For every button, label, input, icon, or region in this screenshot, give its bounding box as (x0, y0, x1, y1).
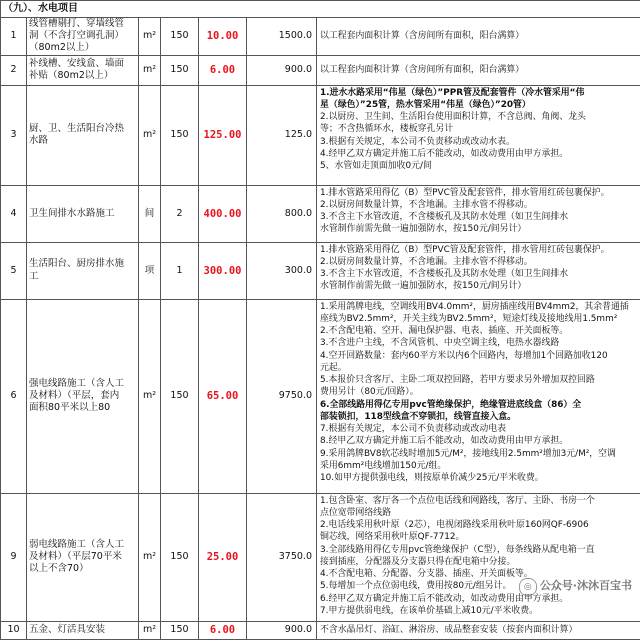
total: 300.0 (247, 242, 317, 299)
item-name-line: 工 (29, 271, 136, 283)
quantity: 1 (161, 242, 199, 299)
description-line: 5.每增加一个点位弱电线，费用按80元/组另计。 (320, 580, 637, 592)
unit-price: 25.00 (199, 493, 247, 621)
description-line: 3.不含主下水管改道，不含楼板孔及其防水处理（如卫生间排水 (320, 268, 637, 280)
row-number: 3 (1, 85, 27, 185)
quantity: 150 (161, 621, 199, 639)
description-line: 以工程套内面积计算（含房间所有面积，阳台满算） (320, 30, 637, 42)
description-line: 2.以厨房、卫生间、生活阳台使用面积计算，不含总阀、角阀、龙头 (320, 111, 637, 123)
item-name-line: 补线槽、安线盒、墙面 (29, 58, 136, 70)
item-name (27, 621, 139, 639)
watermark-prefix: 公众号· (540, 579, 577, 592)
description-line: 铜芯线，网络采用秋叶原QF-7712。 (320, 531, 637, 543)
description-line: 5、水管如走顶面加收0元/间 (320, 160, 637, 172)
item-name-line: 补贴（80m2以上） (29, 70, 136, 82)
item-name (27, 242, 139, 299)
description-line: 2.以厨房间数量计算，不含地漏。主排水管不得移动。 (320, 256, 637, 268)
unit-price: 65.00 (199, 299, 247, 493)
description-line: 2.电话线采用秋叶原（2芯），电视闭路线采用秋叶原160网QF-6906 (320, 519, 637, 531)
item-name (27, 299, 139, 493)
quantity: 2 (161, 185, 199, 242)
description-line: 1.排水管路采用得亿（B）型PVC管及配套管件，排水管用红砖包裹保护。 (320, 244, 637, 256)
unit-price: 400.00 (199, 185, 247, 242)
item-name-line: （80m2以上） (29, 42, 136, 54)
description-line: 部装锁扣，118型线盒不穿锁扣，线管直接入盒。 (320, 411, 637, 423)
description-line: 4.不含配电箱、分配器、分支器、插座、开关面板等。 (320, 568, 637, 580)
total: 3750.0 (247, 493, 317, 621)
description-line: 星（绿色）”25管，热水管采用“伟星（绿色）”20管） (320, 99, 637, 111)
unit: m² (139, 85, 161, 185)
watermark-text: 沐沐百宝书 (577, 579, 632, 592)
item-name-line: 卫生间排水水路施工 (29, 208, 136, 220)
watermark (519, 577, 632, 596)
unit-price: 300.00 (199, 242, 247, 299)
item-name-line: 及材料）（平层70平米 (29, 551, 136, 563)
item-name-line: 弱电线路施工（含人工 (29, 539, 136, 551)
item-name (27, 18, 139, 56)
table-row (1, 621, 640, 639)
description-line: 5.本报价只含客厅、主卧二项双控回路，若甲方要求另外增加双控回路 (320, 374, 637, 386)
description-line: 7.根据有关规定，本公司不负责移动或改动电表 (320, 423, 637, 435)
description-line: 2.不含配电箱、空开、漏电保护器、电表、插座、开关面板等。 (320, 325, 637, 337)
item-name-line: 水路 (29, 135, 136, 147)
table-row (1, 55, 640, 85)
description-line: 6.经甲乙双方确定并施工后不能改动，如改动费用由甲方承担。 (320, 593, 637, 605)
description-line: 3.根据有关规定，本公司不负责移动或改动水表。 (320, 136, 637, 148)
quantity: 150 (161, 55, 199, 85)
item-name-line: 面积80平米以上80 (29, 402, 136, 414)
total: 9750.0 (247, 299, 317, 493)
watermark-icon: ◎ (519, 578, 537, 596)
item-name-line: 生活阳台、厨房排水施 (29, 258, 136, 270)
table-row (1, 18, 640, 56)
item-name-line: 强电线路施工（含人工 (29, 378, 136, 390)
item-name (27, 85, 139, 185)
item-name (27, 55, 139, 85)
total: 800.0 (247, 185, 317, 242)
quantity: 150 (161, 493, 199, 621)
description-line: 座线为BV2.5mm²，开关主线为BV2.5mm²，短途灯线及接地线用1.5mm² (320, 313, 637, 325)
table-row (1, 85, 640, 185)
description-line: 1.包含卧室、客厅各一个点位电话线和网路线，客厅、主卧、书房一个 (320, 495, 637, 507)
item-name-line: 线管槽剔打、穿墙线管 (29, 18, 136, 30)
unit: m² (139, 55, 161, 85)
unit: m² (139, 299, 161, 493)
description-line: 以工程套内面积计算（含房间所有面积，阳台满算） (320, 64, 637, 76)
total: 900.0 (247, 55, 317, 85)
description-line: 1.进水水路采用“伟星（绿色）”PPR管及配套管件（冷水管采用“伟 (320, 87, 637, 99)
unit: 项 (139, 242, 161, 299)
description-line: 8.经甲乙双方确定并施工后不能改动，如改动费用由甲方承担。 (320, 435, 637, 447)
description-line: 10.如甲方提供强电线，则按原单价减少25元/平米收费。 (320, 472, 637, 484)
description-line: 6.全部线路用得亿专用pvc管绝缘保护，绝缘管进底线盒（86）全 (320, 399, 637, 411)
total: 125.0 (247, 85, 317, 185)
table-row (1, 185, 640, 242)
quantity: 150 (161, 18, 199, 56)
description-line: 7.甲方提供弱电线，在该单价基础上减10元/平米收费。 (320, 605, 637, 617)
row-number: 6 (1, 299, 27, 493)
description-line: 等；不含热循环水，楼板穿孔另计 (320, 123, 637, 135)
description (317, 242, 640, 299)
description-line: 2.以厨房间数量计算，不含地漏。主排水管不得移动。 (320, 199, 637, 211)
item-name-line: 洞（不含打空调孔洞） (29, 30, 136, 42)
description-line: 水管制作前需先做一遍加强防水，按150元/间另计） (320, 280, 637, 292)
description-line: 3.全部线路用得亿专用pvc管绝缘保护（C型），每条线路从配电箱一直 (320, 544, 637, 556)
description (317, 185, 640, 242)
description-line: 点位宽带网络线路 (320, 507, 637, 519)
item-name-line: 及材料）（平层，套内 (29, 390, 136, 402)
unit: 间 (139, 185, 161, 242)
item-name (27, 185, 139, 242)
description-line: 不含水晶吊灯、浴缸、淋浴房、成品整套安装（按套内面积计算） (320, 624, 637, 636)
table-row (1, 242, 640, 299)
description-line: 接到插座，分配器及分支器只得在配电箱中分接。 (320, 556, 637, 568)
description-line: 3.不含进户主线，不含风管机、中央空调主线，电热水器线路 (320, 337, 637, 349)
unit: m² (139, 621, 161, 639)
row-number: 4 (1, 185, 27, 242)
row-number: 5 (1, 242, 27, 299)
unit-price: 125.00 (199, 85, 247, 185)
quantity: 150 (161, 299, 199, 493)
item-name-line: 五金、灯活具安装 (29, 624, 136, 636)
quantity: 150 (161, 85, 199, 185)
description (317, 85, 640, 185)
description-line: 9.采用鸽牌BV8软芯线时增加5元/M²，接地线用2.5mm²增加3元/M²，空调 (320, 448, 637, 460)
description (317, 299, 640, 493)
description-line: 1.采用鸽牌电线，空调线用BV4.0mm²，厨房插座线用BV4mm2，其余普通插 (320, 301, 637, 313)
row-number: 2 (1, 55, 27, 85)
item-name-line: 以上不含70） (29, 563, 136, 575)
row-number: 10 (1, 621, 27, 639)
description-line: 采用6mm²电线增加150元/组。 (320, 460, 637, 472)
description (317, 621, 640, 639)
description-line: 元起。 (320, 362, 637, 374)
total: 1500.0 (247, 18, 317, 56)
unit: m² (139, 493, 161, 621)
description-line: 4.经甲乙双方确定并施工后不能改动，如改动费用由甲方承担。 (320, 148, 637, 160)
section-header-row (1, 1, 640, 18)
description (317, 55, 640, 85)
description-line: 3.不含主下水管改道，不含楼板孔及其防水处理（如卫生间排水 (320, 211, 637, 223)
row-number: 9 (1, 493, 27, 621)
description-line: 4.空开回路数量：套内60平方米以内6个回路内，每增加1个回路加收120 (320, 350, 637, 362)
unit-price: 6.00 (199, 55, 247, 85)
description (317, 18, 640, 56)
description-line: 1.排水管路采用得亿（B）型PVC管及配套管件，排水管用红砖包裹保护。 (320, 187, 637, 199)
row-number: 1 (1, 18, 27, 56)
unit-price: 6.00 (199, 621, 247, 639)
item-name-line: 厨、卫、生活阳台冷热 (29, 123, 136, 135)
description-line: 费用另计（80元/回路）。 (320, 386, 637, 398)
section-title: （九）、水电项目 (1, 1, 640, 18)
table-row (1, 299, 640, 493)
unit-price: 10.00 (199, 18, 247, 56)
description-line: 水管制作前需先做一遍加强防水，按150元/间另计） (320, 223, 637, 235)
total: 900.0 (247, 621, 317, 639)
unit: m² (139, 18, 161, 56)
